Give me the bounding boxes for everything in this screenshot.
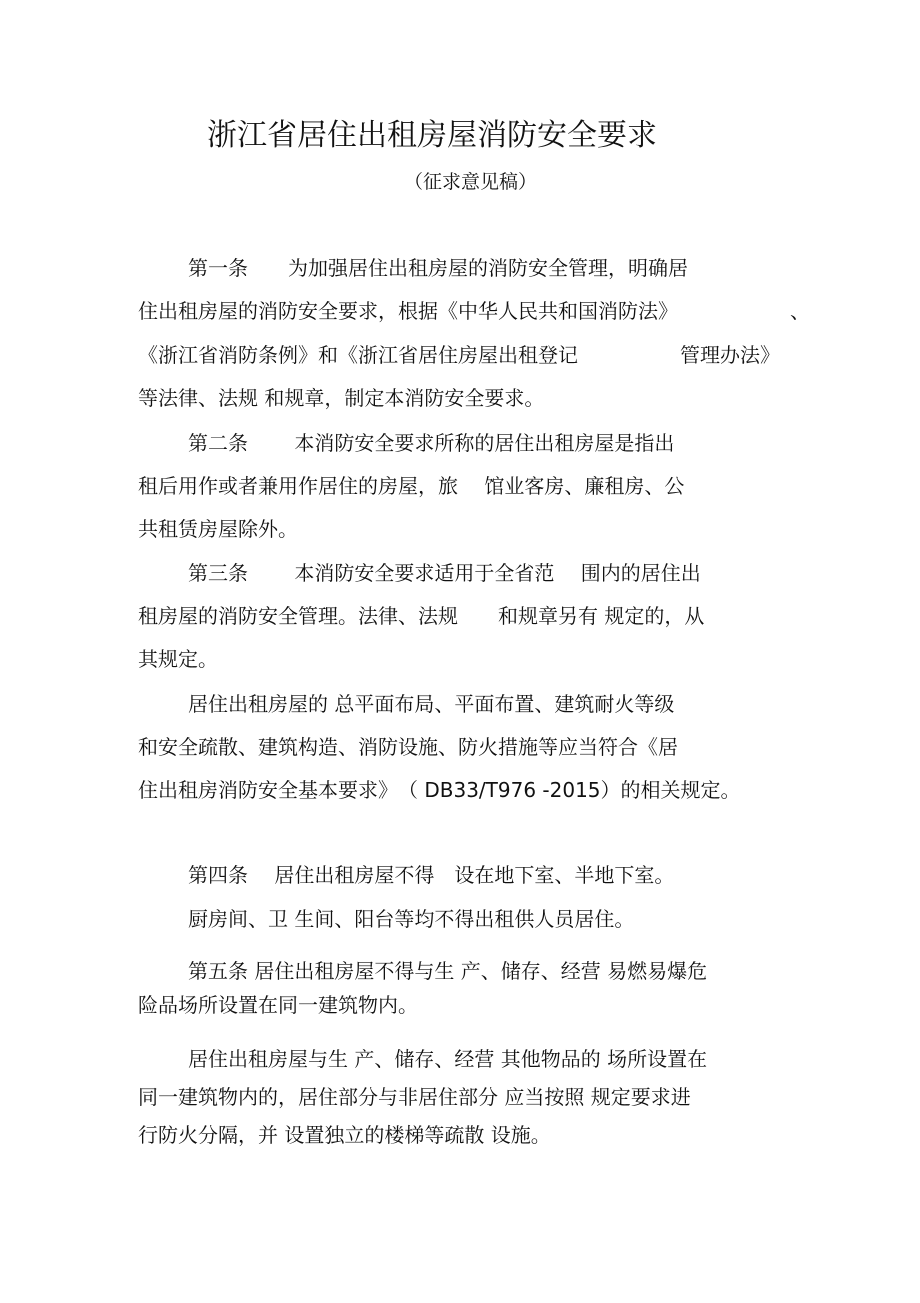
article-1-line-2: 住出租房屋的消防安全要求，根据《中华人民共和国消防法》 [138,299,678,323]
article-1-line-4: 等法律、法规 和规章，制定本消防安全要求。 [138,386,545,410]
article-3-line-3: 其规定。 [138,647,218,671]
article-3-line-1: 第三条 本消防安全要求适用于全省范 围内的居住出 [188,561,701,585]
article-3-para-2-line-2: 和安全疏散、建筑构造、消防设施、防火措施等应当符合《居 [138,735,678,759]
article-2-line-1: 第二条 本消防安全要求所称的居住出租房屋是指出 [188,431,675,455]
article-5-para-2-line-2: 同一建筑物内的，居住部分与非居住部分 应当按照 规定要求进 [138,1085,691,1109]
article-1-separator: 、 [790,299,810,323]
article-2-line-2: 租后用作或者兼用作居住的房屋，旅 馆业客房、廉租房、公 [138,474,685,498]
article-5-line-2: 险品场所设置在同一建筑物内。 [138,993,418,1017]
article-3-para-2-line-3: 住出租房消防安全基本要求》 （ DB33/T976 -2015）的相关规定。 [138,778,741,802]
article-2-line-3: 共租赁房屋除外。 [138,517,298,541]
article-5-para-2-line-3: 行防火分隔，并 设置独立的楼梯等疏散 设施。 [138,1123,551,1147]
document-title: 浙江省居住出租房屋消防安全要求 [207,118,657,153]
article-4-line-2: 厨房间、卫 生间、阳台等均不得出租供人员居住。 [188,907,635,931]
article-1-line-1: 第一条 为加强居住出租房屋的消防安全管理，明确居 [188,256,688,280]
article-5-para-2-line-1: 居住出租房屋与生 产、储存、经营 其他物品的 场所设置在 [188,1047,708,1071]
article-5-line-1: 第五条 居住出租房屋不得与生 产、储存、经营 易燃易爆危 [188,959,708,983]
article-4-line-1: 第四条 居住出租房屋不得 设在地下室、半地下室。 [188,863,675,887]
article-3-para-2-line-1: 居住出租房屋的 总平面布局、平面布置、建筑耐火等级 [188,692,675,716]
article-3-line-2: 租房屋的消防安全管理。法律、法规 和规章另有 规定的，从 [138,604,705,628]
document-subtitle: （征求意见稿） [404,171,538,193]
article-1-line-3: 《浙江省消防条例》和《浙江省居住房屋出租登记 [138,343,578,367]
article-1-line-3-tail: 管理办法》 [680,343,780,367]
